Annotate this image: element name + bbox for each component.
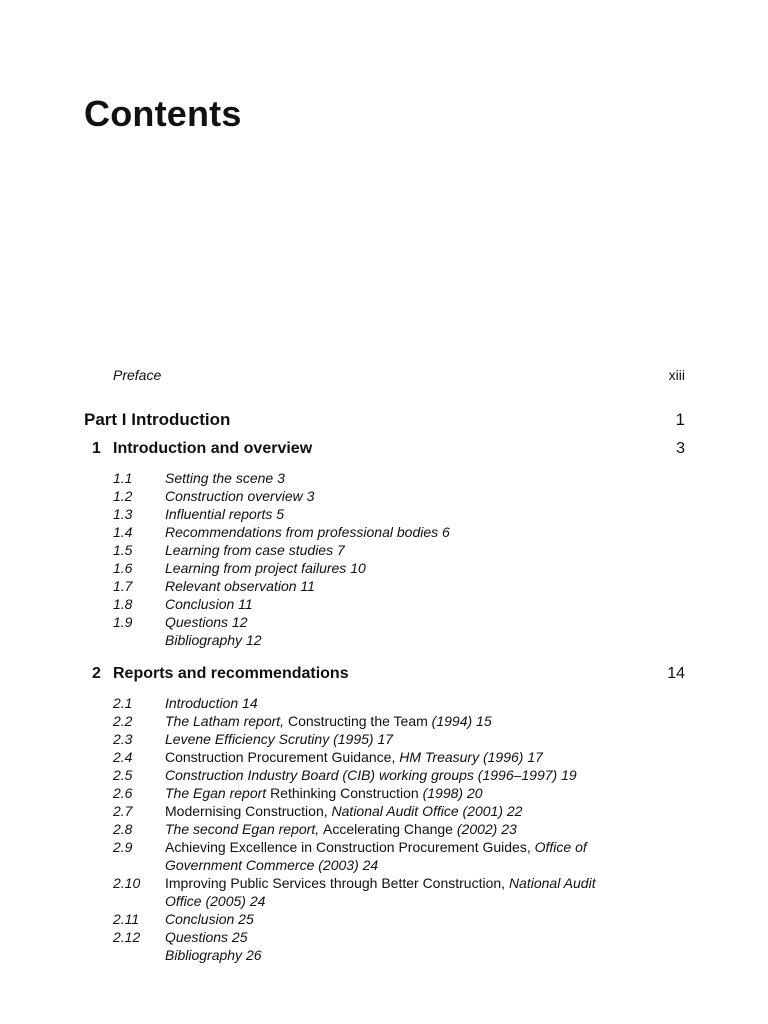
- toc-section-entry[interactable]: [92, 631, 685, 649]
- section-title-segment: Accelerating Change: [323, 821, 453, 837]
- section-list: [92, 469, 685, 649]
- section-title-segment: (2002) 23: [452, 821, 517, 837]
- section-title: [165, 838, 605, 874]
- chapter-heading[interactable]: [92, 665, 685, 689]
- section-title-segment: The Egan report: [165, 785, 271, 801]
- chapter-title: Reports and recommendations: [113, 665, 349, 682]
- section-number: 1.7: [113, 578, 133, 594]
- toc-section-entry[interactable]: [92, 613, 685, 631]
- section-title: [165, 694, 605, 712]
- section-title-segment: Bibliography 26: [165, 947, 262, 963]
- section-title-segment: The Latham report,: [165, 713, 288, 729]
- section-title-segment: Questions 25: [165, 929, 248, 945]
- section-number: 1.4: [113, 524, 133, 540]
- section-title: [165, 505, 605, 523]
- section-number: 2.8: [113, 821, 133, 837]
- section-title-segment: Conclusion 11: [165, 596, 253, 612]
- toc-section-entry[interactable]: [92, 505, 685, 523]
- section-title-segment: The second Egan report,: [165, 821, 323, 837]
- toc-section-entry[interactable]: [92, 910, 685, 928]
- section-number: 1.8: [113, 596, 133, 612]
- section-title-segment: Setting the scene 3: [165, 470, 285, 486]
- page-title: Contents: [84, 93, 242, 134]
- toc-section-entry[interactable]: [92, 820, 685, 838]
- section-title-segment: Modernising Construction,: [165, 803, 332, 819]
- section-title: [165, 595, 605, 613]
- section-title: [165, 946, 605, 964]
- section-title-segment: Bibliography 12: [165, 632, 262, 648]
- section-title: [165, 523, 605, 541]
- preface-label: Preface: [113, 367, 162, 383]
- toc-section-entry[interactable]: [92, 766, 685, 784]
- section-title-segment: Learning from project failures 10: [165, 560, 366, 576]
- section-title-segment: Questions 12: [165, 614, 248, 630]
- section-number: 2.9: [113, 839, 133, 855]
- section-number: 2.6: [113, 785, 133, 801]
- toc-section-entry[interactable]: [92, 487, 685, 505]
- toc-section-entry[interactable]: [92, 874, 685, 910]
- chapter-number: 1: [92, 440, 101, 457]
- section-title-segment: Conclusion 25: [165, 911, 254, 927]
- toc-section-entry[interactable]: [92, 541, 685, 559]
- section-number: 2.10: [113, 875, 141, 891]
- toc-section-entry[interactable]: [92, 730, 685, 748]
- section-list: [92, 694, 685, 964]
- section-title-segment: Introduction 14: [165, 695, 258, 711]
- chapter-1: [92, 440, 685, 649]
- section-title-segment: HM Treasury (1996) 17: [399, 749, 543, 765]
- preface-entry[interactable]: [113, 367, 685, 383]
- part-page-number: 1: [675, 410, 685, 429]
- section-number: 2.5: [113, 767, 133, 783]
- toc-section-entry[interactable]: [92, 595, 685, 613]
- section-title-segment: Levene Efficiency Scrutiny (1995) 17: [165, 731, 394, 747]
- section-title-segment: Office of Government Commerce (2003) 24: [165, 839, 587, 873]
- section-title-segment: Construction Industry Board (CIB) working groups (1996–1997) 19: [165, 767, 577, 783]
- section-title: [165, 766, 605, 784]
- section-number: 2.4: [113, 749, 133, 765]
- section-title-segment: Improving Public Services through Better Construction,: [165, 875, 509, 891]
- toc-section-entry[interactable]: [92, 712, 685, 730]
- section-title: [165, 541, 605, 559]
- section-number: 2.7: [113, 803, 133, 819]
- section-title-segment: Construction overview 3: [165, 488, 315, 504]
- section-number: 2.1: [113, 695, 133, 711]
- section-title-segment: Constructing the Team: [287, 713, 428, 729]
- chapter-page-number: 14: [667, 665, 685, 682]
- section-title: [165, 613, 605, 631]
- section-title-segment: Recommendations from professional bodies 6: [165, 524, 450, 540]
- toc-section-entry[interactable]: [92, 694, 685, 712]
- section-title-segment: Achieving Excellence in Construction Procurement Guides,: [165, 839, 535, 855]
- section-number: 2.12: [113, 929, 141, 945]
- section-title: [165, 874, 605, 910]
- toc-section-entry[interactable]: [92, 802, 685, 820]
- section-number: 2.3: [113, 731, 133, 747]
- section-title: [165, 730, 605, 748]
- section-number: 2.11: [113, 911, 140, 927]
- section-title: [165, 784, 605, 802]
- section-title-segment: Construction Procurement Guidance,: [165, 749, 400, 765]
- chapter-page-number: 3: [676, 440, 685, 457]
- section-title-segment: (1994) 15: [427, 713, 492, 729]
- toc-section-entry[interactable]: [92, 469, 685, 487]
- toc-section-entry[interactable]: [92, 946, 685, 964]
- section-title-segment: National Audit Office (2001) 22: [331, 803, 523, 819]
- section-title: [165, 802, 605, 820]
- section-title-segment: Relevant observation 11: [165, 578, 315, 594]
- section-title-segment: Influential reports 5: [165, 506, 285, 522]
- section-number: 1.3: [113, 506, 133, 522]
- toc-section-entry[interactable]: [92, 928, 685, 946]
- section-title-segment: Learning from case studies 7: [165, 542, 345, 558]
- chapter-number: 2: [92, 665, 101, 682]
- toc-section-entry[interactable]: [92, 784, 685, 802]
- chapter-2: [92, 665, 685, 964]
- section-title-segment: (1998) 20: [418, 785, 483, 801]
- toc-section-entry[interactable]: [92, 838, 685, 874]
- chapter-heading[interactable]: [92, 440, 685, 464]
- section-title: [165, 577, 605, 595]
- section-number: 2.2: [113, 713, 133, 729]
- section-title: [165, 487, 605, 505]
- section-number: 1.2: [113, 488, 133, 504]
- section-number: 1.5: [113, 542, 133, 558]
- section-number: 1.6: [113, 560, 133, 576]
- section-title-segment: National Audit Office (2005) 24: [165, 875, 596, 909]
- chapter-title: Introduction and overview: [113, 440, 313, 457]
- section-title: [165, 910, 605, 928]
- section-title-segment: Rethinking Construction: [270, 785, 419, 801]
- section-title: [165, 559, 605, 577]
- section-number: 1.1: [113, 470, 133, 486]
- section-title: [165, 748, 605, 766]
- toc-section-entry[interactable]: [92, 748, 685, 766]
- preface-page-number: xiii: [668, 367, 685, 383]
- section-title: [165, 469, 605, 487]
- toc-section-entry[interactable]: [92, 577, 685, 595]
- section-title: [165, 631, 605, 649]
- part-heading[interactable]: [84, 410, 685, 430]
- section-title: [165, 820, 605, 838]
- part-title: Part I Introduction: [84, 410, 231, 429]
- toc-section-entry[interactable]: [92, 523, 685, 541]
- section-title: [165, 712, 605, 730]
- section-title: [165, 928, 605, 946]
- section-number: 1.9: [113, 614, 133, 630]
- toc-section-entry[interactable]: [92, 559, 685, 577]
